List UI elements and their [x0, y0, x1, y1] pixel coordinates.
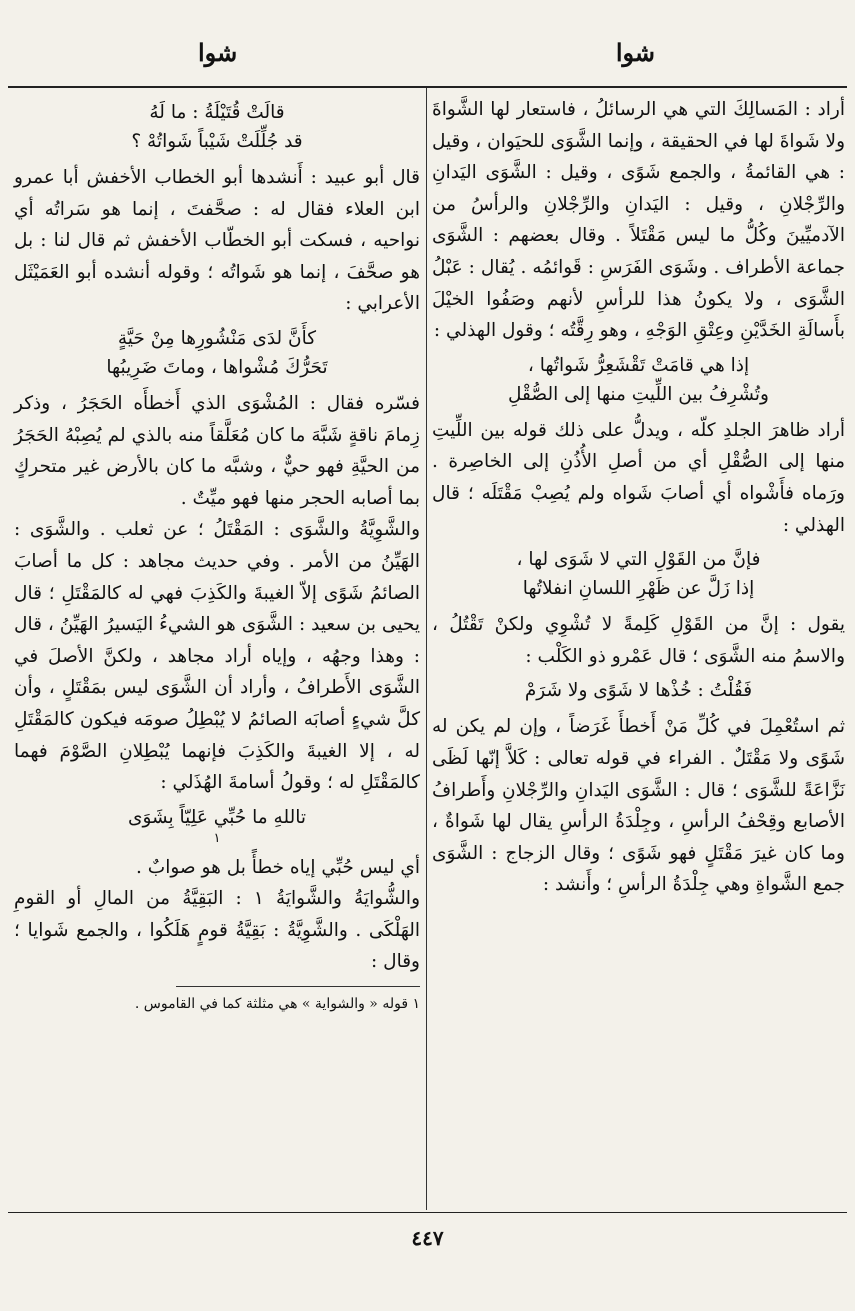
paragraph: أراد ظاهرَ الجلدِ كلّه ، ويدلُّ على ذلك قوله بين اللِّيتِ منها إلى الصُّقْلِ أي من أصلِ الأُذُنِ إلى الخاصِرة . ورَماه فأَشْواه أي أصابَ شَواه ولم يُصِبْ مَقْتَلَه ؛ قال الهذلي : — [432, 419, 845, 536]
verse — [14, 98, 420, 156]
page-number: ٤٤٧ — [411, 1226, 444, 1250]
right-column — [432, 94, 845, 901]
paragraph: فسّره فقال : المُشْوَى الذي أَخطأَه الحَجَرُ ، وذكر زِمامَ ناقةٍ شَبَّهَ ما كان مُعَلَّقاً منه بالذي لم يُصِبْهُ الحَجَرُ من الحيَّةِ فهو حيٌّ ، وشبَّه ما كان بالأرض غير متحركٍ بما أصابه الحجر منها فهو ميِّتٌ . — [14, 392, 420, 509]
header-rule — [8, 86, 847, 88]
verse-line: فَقُلْتُ : خُذْها لا شَوًى ولا شَرَمْ — [524, 680, 753, 702]
footer-rule — [8, 1212, 847, 1213]
paragraph: والشُّوايَةُ والشَّوايَةُ ١ : البَقِيَّةُ من المالِ أو القومِ الهَلْكَى . والشَّوِيَّةُ : بَقِيَّةُ قومٍ هَلَكُوا ، والجمع شَوايا ؛ وقال : — [14, 888, 421, 973]
verse-line: تاللهِ ما حُبِّي عَلِيّاً بِشَوَى — [127, 806, 307, 828]
paragraph: يقول : إنَّ من القَوْلِ كَلِمةً لا تُشْوِي ولكنْ تَقْتُلُ ، والاسمُ منه الشَّوَى ؛ قال عَمْرو ذو الكَلْب : — [432, 614, 845, 667]
verse-line: تَحَرُّكَ مُشْواها ، وماتَ ضَرِيبُها — [106, 356, 328, 378]
verse-line: إذا هي قامَتْ تَقْشَعِرُّ شَواتُها ، — [527, 354, 750, 376]
verse-line: قد جُلِّلَتْ شَيْباً شَواتُهْ ؟ — [131, 131, 303, 152]
verse-line: وتُشْرِفُ بين اللِّيتِ منها إلى الصُّقْلِ — [508, 383, 769, 405]
footnote: ١ قوله « والشواية » هي مثلثة كما في القاموس . — [134, 996, 420, 1013]
paragraph: ثم استُعْمِلَ في كُلِّ مَنْ أَخطأَ غَرَضاً ، وإن لم يكن له شَوًى ولا مَقْتَلٌ . الفراء في قوله تعالى : كَلاَّ إنّها لَظَى نَزَّاعَةً للشَّوَى ؛ قال : الشَّوَى اليَدانِ والرِّجْلانِ وأَطرافُ الأصابع وقِحْفُ الرأسِ ، وجِلْدَةُ الرأسِ يقال لها شَواةٌ ، وما كان غيرَ مَقْتَلٍ فهو شَوًى ؛ وقال الزجاج : الشَّوَى جمع الشَّواةِ وهي جِلْدَةُ الرأسِ ؛ وأَنشد : — [432, 716, 845, 896]
verse-line: فإنَّ من القَوْلِ التي لا شَوَى لها ، — [516, 549, 761, 571]
verse — [432, 351, 845, 409]
footnote-rule — [176, 986, 420, 987]
verse-line: إذا زَلَّ عن ظَهْرِ اللسانِ انفلاتُها — [522, 578, 755, 600]
paragraph: والشَّوِيَّةُ والشَّوَى : المَقْتَلُ ؛ عن ثعلب . والشَّوَى : الهَيِّنُ من الأمر . وفي حديث مجاهد : كل ما أصابَ الصائمُ شَوًى إلاّ الغيبةَ والكَذِبَ فهي له كالمَقْتَلِ ؛ قال يحيى بن سعيد : الشَّوَى هو الشيءُ اليَسيرُ الهَيِّنُ ، قال : وهذا وجهُه ، وإياه أراد مجاهد ، ولكنَّ الأصلَ في الشَّوَى الأَطرافُ ، وأراد أن الشَّوَى ليس بمَقْتَلٍ ، وأن كلَّ شيءٍ أصابَه الصائمُ لا يُبْطِلُ صومَه فيكون كالمَقْتَلِ له ، إلا الغيبةَ والكَذِبَ فإنهما يُبْطِلانِ الصَّوْمَ فهما كالمَقْتَلِ له ؛ وقولُ أسامةَ الهُذَلي : — [14, 519, 420, 794]
paragraph: أي ليس حُبِّي إياه خطأً بل هو صوابٌ . — [136, 856, 420, 878]
verse-line: قالَتْ قُتَيْلَةُ : ما لَهُ — [149, 102, 285, 123]
left-column — [14, 94, 420, 1015]
header-word-left: شوا — [198, 38, 238, 67]
header-word-right: شوا — [615, 38, 655, 67]
verse — [14, 803, 420, 846]
verse-line: كأَنَّ لدَى مَنْشُورِها مِنْ حَيَّةٍ — [117, 327, 317, 349]
paragraph: أراد : المَسالِكَ التي هي الرسائلُ ، فاستعار لها الشَّواةَ ولا شَواةَ لها في الحقيقة ، وإنما الشَّوَى للحيَوان ، وقيل : هي القائمةُ ، والجمع شَوًى ، وقيل : الشَّوَى اليَدانِ والرِّجْلانِ ، وقيل : اليَدانِ والرِّجْلانِ والرأسُ من الآدميِّينَ وكُلُّ ما ليس مَقْتَلاً . وقال بعضهم : الشَّوَى جماعة الأطراف . وشَوَى الفَرَسِ : قَوائمُه . يُقال : عَبْلُ الشَّوَى ، ولا يكونُ هذا للرأسِ لأنهم وصَفُوا الخيْلَ بأَسالَةِ الخَدَّيْنِ وعِتْقِ الوَجْهِ ، وهو رِقَّتُه ؛ وقول الهذلي : — [432, 99, 845, 342]
column-divider — [426, 88, 427, 1210]
paragraph: قال أبو عبيد : أَنشدها أبو الخطاب الأخفش أبا عمرو ابن العلاء فقال له : صحَّفتَ ، إنما هو سَراتُه أي نواحيه ، فسكت أبو الخطّاب الأخفش ثم قال لنا : بل هو صحَّفَ ، إنما هو شَواتُه ؛ وقوله أنشده أبو العَمَيْثَل الأعرابي : — [14, 167, 420, 315]
verse-note-marker: ١ — [213, 830, 221, 846]
verse — [432, 676, 845, 705]
verse — [432, 545, 845, 603]
verse — [14, 324, 420, 382]
